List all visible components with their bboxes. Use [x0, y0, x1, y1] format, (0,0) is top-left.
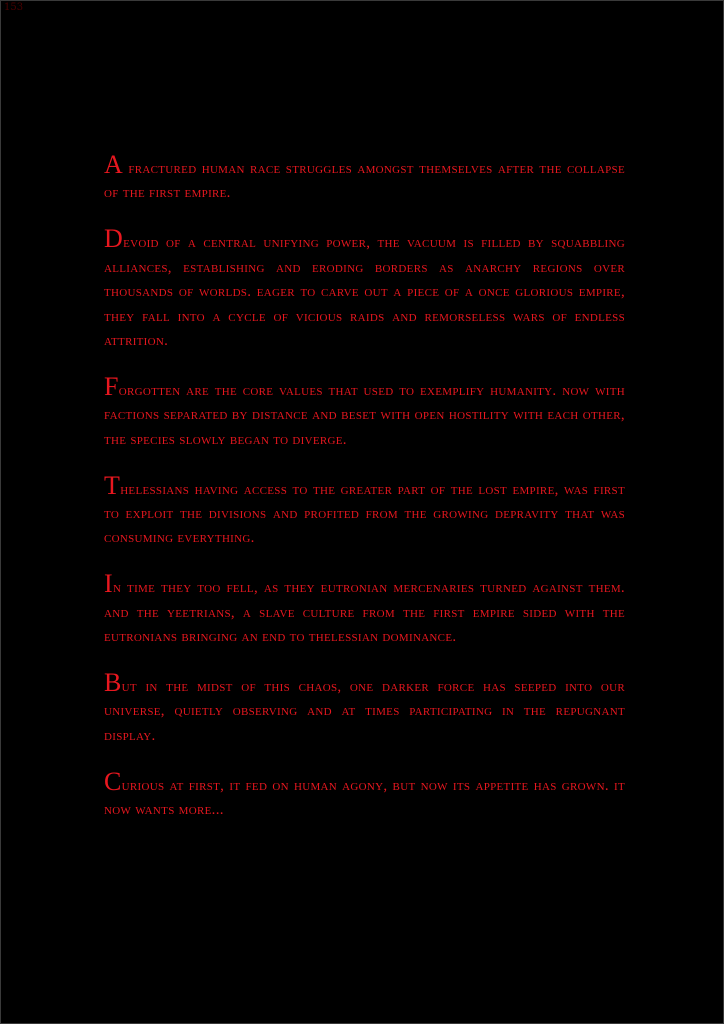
- page-number: 153: [4, 2, 24, 13]
- paragraph-6: But in the midst of this chaos, one darker force has seeped into our universe, quietly observing and at times participating in the repugnant display.: [104, 668, 625, 744]
- paragraph-4: Thelessians having access to the greater part of the lost empire, was first to exploit the divisions and profited from the growing depravity that was consuming everything.: [104, 470, 625, 547]
- paragraph-1: A fractured human race struggles amongst themselves after the collapse of the first empire.: [104, 150, 625, 202]
- paragraph-2: Devoid of a central unifying power, the vacuum is filled by squabbling alliances, establishing and eroding borders as anarchy regions over thousands of worlds. eager to carve out a piece of a once glorious empire, they fall into a cycle of vicious raids and remorseless wars of endless attrition.: [104, 224, 625, 349]
- paragraph-7: Curious at first, it fed on human agony, but now its appetite has grown. it now wants more...: [104, 766, 625, 819]
- paragraph-5: In time they too fell, as they eutronian mercenaries turned against them. and the yeetrians, a slave culture from the first empire sided with the eutronians bringing an end to thelessian dominance.: [104, 569, 625, 646]
- body-text: [104, 152, 625, 843]
- paragraph-3: Forgotten are the core values that used to exemplify humanity. now with factions separated by distance and beset with open hostility with each other, the species slowly began to diverge.: [104, 371, 625, 448]
